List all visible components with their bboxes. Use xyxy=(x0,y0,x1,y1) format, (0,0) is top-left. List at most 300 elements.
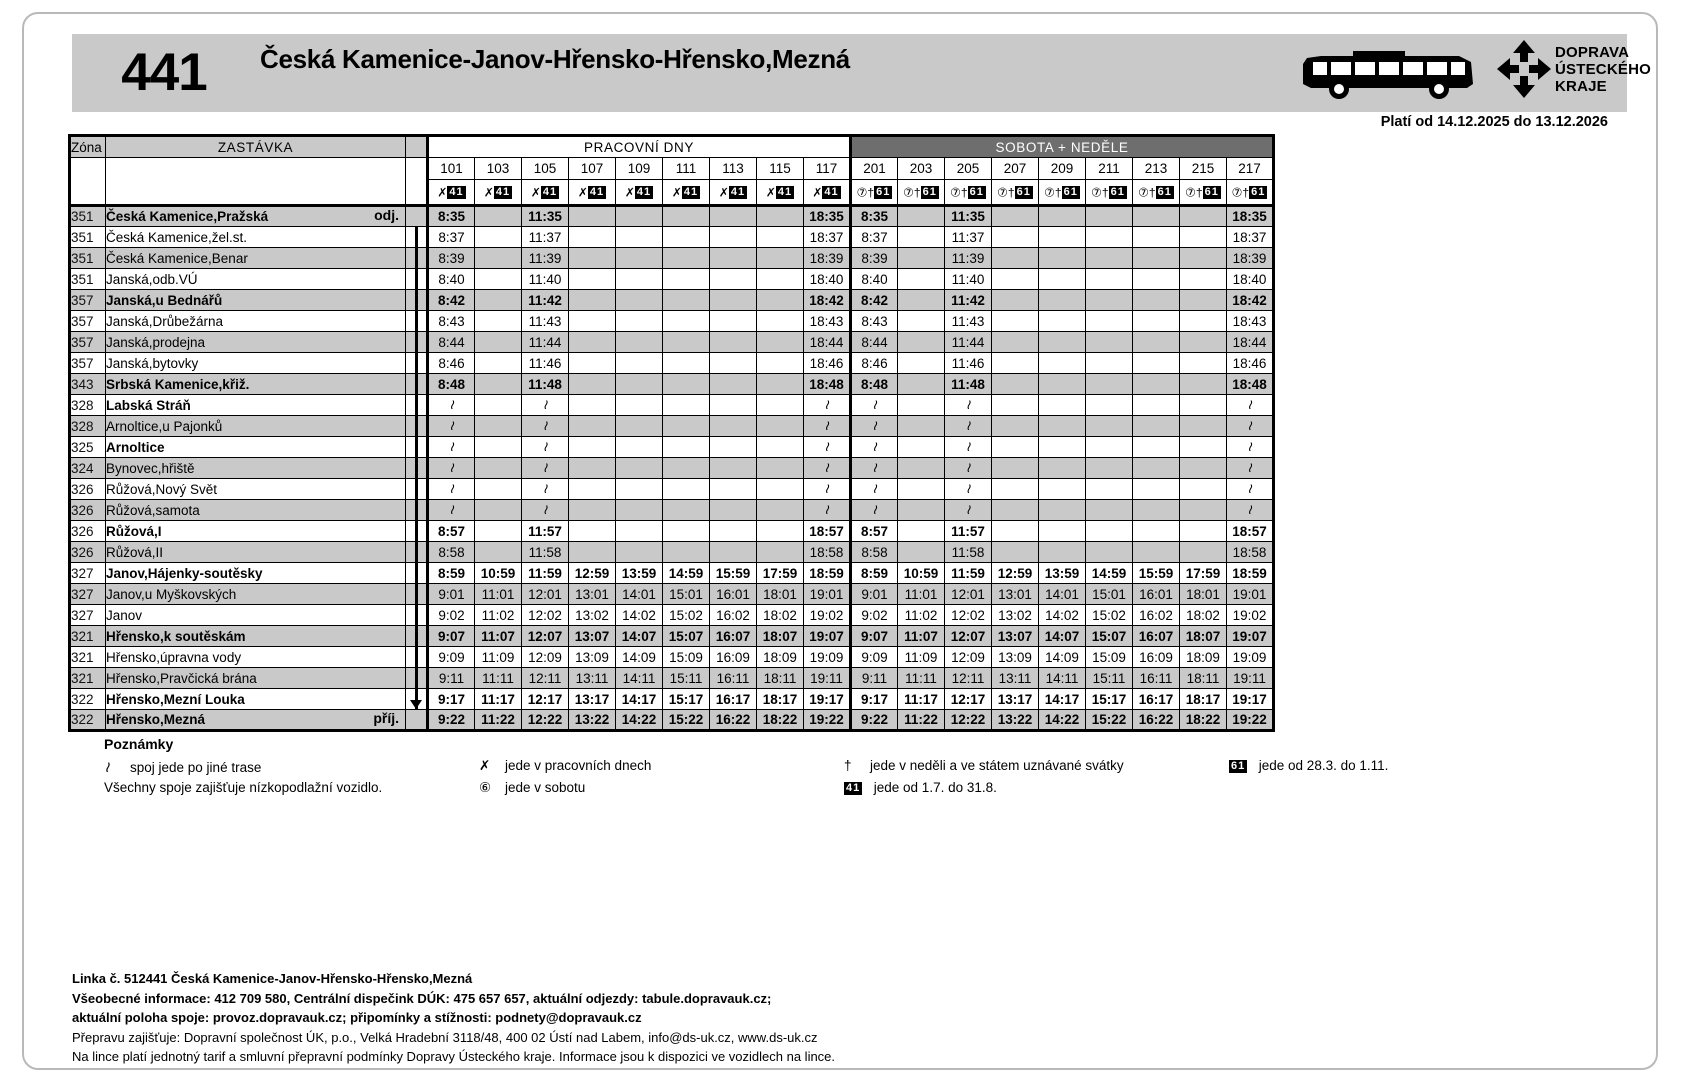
time-cell: 8:35 xyxy=(428,206,475,227)
time-cell-empty xyxy=(992,395,1039,416)
zone-cell: 324 xyxy=(70,458,106,479)
stop-name-cell[interactable] xyxy=(106,521,406,542)
note-item-3 xyxy=(1229,758,1388,773)
footer-line-3: aktuální poloha spoje: provoz.dopravauk.cz; připomínky a stížnosti: podnety@dopravauk.cz xyxy=(72,1010,642,1025)
connection-number-117[interactable]: 117 xyxy=(804,158,851,180)
time-cell: 13:09 xyxy=(992,647,1039,668)
connection-number-105[interactable]: 105 xyxy=(522,158,569,180)
time-cell: 18:37 xyxy=(1227,227,1274,248)
zone-cell: 321 xyxy=(70,668,106,689)
time-cell: 11:59 xyxy=(945,563,992,584)
time-cell-empty xyxy=(757,542,804,563)
time-cell: 14:01 xyxy=(1039,584,1086,605)
weekday-icon: ✗ xyxy=(624,185,635,200)
zone-cell: 325 xyxy=(70,437,106,458)
time-cell: 12:59 xyxy=(569,563,616,584)
note-text-5: jede v sobotu xyxy=(505,780,586,795)
time-cell: 11:02 xyxy=(475,605,522,626)
connection-number-113[interactable]: 113 xyxy=(710,158,757,180)
time-cell: 18:07 xyxy=(757,626,804,647)
direction-line xyxy=(415,500,418,520)
badge-41: 41 xyxy=(636,186,652,199)
time-cell: 13:17 xyxy=(569,689,616,710)
time-cell: 19:09 xyxy=(804,647,851,668)
time-cell-empty xyxy=(710,332,757,353)
time-cell: 15:17 xyxy=(1086,689,1133,710)
time-cell-empty xyxy=(757,374,804,395)
connection-number-101[interactable]: 101 xyxy=(428,158,475,180)
time-cell: 9:11 xyxy=(851,668,898,689)
time-cell-empty xyxy=(757,269,804,290)
time-cell-empty xyxy=(1086,500,1133,521)
time-cell-empty xyxy=(475,395,522,416)
time-cell: 18:40 xyxy=(1227,269,1274,290)
time-cell-empty xyxy=(1180,206,1227,227)
connection-number-107[interactable]: 107 xyxy=(569,158,616,180)
time-cell-empty xyxy=(475,206,522,227)
weekday-icon: ✗ xyxy=(718,185,729,200)
direction-arrow-cell xyxy=(406,479,428,500)
stop-name-cell[interactable] xyxy=(106,332,406,353)
time-cell: 18:01 xyxy=(1180,584,1227,605)
time-cell-empty xyxy=(1133,206,1180,227)
time-cell: 11:43 xyxy=(945,311,992,332)
time-cell: 12:01 xyxy=(945,584,992,605)
time-cell: 14:22 xyxy=(1039,710,1086,731)
stop-name-cell[interactable] xyxy=(106,437,406,458)
time-cell: 18:46 xyxy=(804,353,851,374)
time-cell: 11:01 xyxy=(898,584,945,605)
time-cell-empty xyxy=(475,227,522,248)
time-cell: 13:22 xyxy=(569,710,616,731)
time-cell: ≀ xyxy=(804,479,851,500)
time-cell-empty xyxy=(663,521,710,542)
stop-name-cell[interactable] xyxy=(106,584,406,605)
time-cell-empty xyxy=(1039,311,1086,332)
timetable xyxy=(68,134,1275,732)
time-cell: 11:48 xyxy=(945,374,992,395)
time-cell-empty xyxy=(475,542,522,563)
table-row xyxy=(70,395,1274,416)
time-cell-empty xyxy=(1039,227,1086,248)
time-cell-empty xyxy=(898,353,945,374)
time-cell-empty xyxy=(757,227,804,248)
connection-number-207[interactable]: 207 xyxy=(992,158,1039,180)
time-cell: 8:58 xyxy=(851,542,898,563)
connection-number-215[interactable]: 215 xyxy=(1180,158,1227,180)
stop-name-cell[interactable] xyxy=(106,689,406,710)
zone-cell: 321 xyxy=(70,647,106,668)
time-cell: 8:46 xyxy=(851,353,898,374)
direction-arrow-cell xyxy=(406,353,428,374)
time-cell: 11:43 xyxy=(522,311,569,332)
badge-41: 41 xyxy=(730,186,746,199)
direction-arrow-cell xyxy=(406,248,428,269)
time-cell: 12:11 xyxy=(522,668,569,689)
saturday-icon: ⑦ xyxy=(950,185,961,200)
time-cell-empty xyxy=(757,248,804,269)
connection-number-203[interactable]: 203 xyxy=(898,158,945,180)
time-cell: 14:01 xyxy=(616,584,663,605)
stop-name-label: Česká Kamenice,žel.st. xyxy=(106,229,248,245)
direction-arrow-cell xyxy=(406,437,428,458)
note-symbol-saturday: ⑥ xyxy=(479,780,492,795)
time-cell-empty xyxy=(1180,269,1227,290)
connection-number-213[interactable]: 213 xyxy=(1133,158,1180,180)
time-cell: 11:22 xyxy=(475,710,522,731)
connection-number-205[interactable]: 205 xyxy=(945,158,992,180)
stop-name-cell[interactable] xyxy=(106,227,406,248)
time-cell: ≀ xyxy=(945,458,992,479)
stop-name-cell[interactable] xyxy=(106,290,406,311)
time-cell: 14:09 xyxy=(1039,647,1086,668)
time-cell: ≀ xyxy=(428,500,475,521)
connection-number-209[interactable]: 209 xyxy=(1039,158,1086,180)
time-cell: 11:11 xyxy=(475,668,522,689)
direction-arrow-cell xyxy=(406,227,428,248)
table-row xyxy=(70,374,1274,395)
time-cell-empty xyxy=(898,332,945,353)
time-cell-empty xyxy=(475,437,522,458)
time-cell-empty xyxy=(992,374,1039,395)
zone-cell: 328 xyxy=(70,395,106,416)
time-cell-empty xyxy=(569,290,616,311)
stop-name-label: Hřensko,Pravčická brána xyxy=(106,670,257,686)
time-cell-empty xyxy=(1086,290,1133,311)
time-cell: 19:17 xyxy=(804,689,851,710)
time-cell-empty xyxy=(992,311,1039,332)
zone-cell: 322 xyxy=(70,710,106,731)
time-cell: ≀ xyxy=(428,437,475,458)
time-cell: 18:59 xyxy=(1227,563,1274,584)
time-cell: 11:39 xyxy=(522,248,569,269)
stop-name-label: Janov xyxy=(106,607,143,623)
notes-row-2 xyxy=(104,780,1524,802)
time-cell: 11:07 xyxy=(898,626,945,647)
time-cell-empty xyxy=(898,311,945,332)
time-cell: 12:02 xyxy=(522,605,569,626)
time-cell-empty xyxy=(757,290,804,311)
time-cell: 18:02 xyxy=(757,605,804,626)
direction-arrow-cell xyxy=(406,374,428,395)
time-cell-empty xyxy=(663,416,710,437)
time-cell: 18:44 xyxy=(1227,332,1274,353)
badge-41: 41 xyxy=(683,186,699,199)
time-cell-empty xyxy=(710,479,757,500)
time-cell-empty xyxy=(1086,479,1133,500)
time-cell: 15:07 xyxy=(663,626,710,647)
footer-info xyxy=(72,969,835,1067)
time-cell-empty xyxy=(898,416,945,437)
time-cell: 8:43 xyxy=(428,311,475,332)
time-cell: 14:07 xyxy=(616,626,663,647)
connection-number-115[interactable]: 115 xyxy=(757,158,804,180)
time-cell: 8:35 xyxy=(851,206,898,227)
time-cell: 18:48 xyxy=(804,374,851,395)
time-cell-empty xyxy=(1133,374,1180,395)
stop-name-cell[interactable] xyxy=(106,269,406,290)
time-cell: 15:11 xyxy=(663,668,710,689)
connection-number-109[interactable]: 109 xyxy=(616,158,663,180)
time-cell-empty xyxy=(710,542,757,563)
saturday-icon: ⑦ xyxy=(1091,185,1102,200)
time-cell: ≀ xyxy=(945,437,992,458)
time-cell: 8:40 xyxy=(428,269,475,290)
time-cell: 19:22 xyxy=(804,710,851,731)
direction-line xyxy=(415,521,418,541)
stop-name-cell[interactable] xyxy=(106,479,406,500)
direction-arrow-cell xyxy=(406,290,428,311)
stop-name-label: Hřensko,úpravna vody xyxy=(106,649,242,665)
stop-name-cell[interactable] xyxy=(106,395,406,416)
stop-name-label: Růžová,Nový Svět xyxy=(106,481,218,497)
stop-name-cell[interactable] xyxy=(106,374,406,395)
saturday-icon: ⑦ xyxy=(856,185,868,200)
table-row xyxy=(70,584,1274,605)
time-cell: 14:02 xyxy=(616,605,663,626)
stop-name-label: Bynovec,hřiště xyxy=(106,460,195,476)
time-cell: ≀ xyxy=(945,395,992,416)
connection-number-211[interactable]: 211 xyxy=(1086,158,1133,180)
time-cell-empty xyxy=(710,248,757,269)
time-cell: ≀ xyxy=(522,395,569,416)
time-cell-empty xyxy=(569,374,616,395)
time-cell-empty xyxy=(1180,248,1227,269)
direction-line xyxy=(415,563,418,583)
time-cell: 18:11 xyxy=(1180,668,1227,689)
time-cell: ≀ xyxy=(522,437,569,458)
time-cell-empty xyxy=(1133,395,1180,416)
time-cell-empty xyxy=(710,374,757,395)
time-cell-empty xyxy=(992,500,1039,521)
sunday-icon: † xyxy=(1148,185,1156,200)
time-cell-empty xyxy=(1086,248,1133,269)
stop-name-cell[interactable] xyxy=(106,353,406,374)
time-cell: 8:42 xyxy=(851,290,898,311)
zone-cell: 327 xyxy=(70,584,106,605)
badge-61: 61 xyxy=(1157,186,1172,199)
time-cell: 18:46 xyxy=(1227,353,1274,374)
direction-arrow-cell xyxy=(406,710,428,731)
connection-number-217[interactable]: 217 xyxy=(1227,158,1274,180)
time-cell-empty xyxy=(663,227,710,248)
time-cell-empty xyxy=(1039,332,1086,353)
time-cell: 8:37 xyxy=(851,227,898,248)
time-cell: 9:01 xyxy=(851,584,898,605)
table-row xyxy=(70,647,1274,668)
footer-line-4: Přepravu zajišťuje: Dopravní společnost ÚK, p.o., Velká Hradební 3118/48, 400 02 Ústí nad Labem, info@ds-uk.cz, www.ds-uk.cz xyxy=(72,1029,818,1045)
table-row xyxy=(70,437,1274,458)
stop-header: ZASTÁVKA xyxy=(106,136,406,158)
time-cell: 18:07 xyxy=(1180,626,1227,647)
time-cell: 11:44 xyxy=(522,332,569,353)
time-cell: 18:17 xyxy=(757,689,804,710)
stop-name-cell[interactable] xyxy=(106,248,406,269)
connection-number-111[interactable]: 111 xyxy=(663,158,710,180)
time-cell: 16:07 xyxy=(710,626,757,647)
time-cell: 15:11 xyxy=(1086,668,1133,689)
sunday-icon: † xyxy=(1195,185,1203,200)
time-cell: 18:58 xyxy=(1227,542,1274,563)
time-cell-empty xyxy=(616,479,663,500)
time-cell: 18:11 xyxy=(757,668,804,689)
time-cell-empty xyxy=(475,332,522,353)
time-cell: 18:02 xyxy=(1180,605,1227,626)
time-cell: 8:57 xyxy=(851,521,898,542)
stop-name-cell[interactable] xyxy=(106,668,406,689)
stop-name-cell[interactable] xyxy=(106,647,406,668)
connection-symbols-215 xyxy=(1180,180,1227,206)
time-cell: 12:11 xyxy=(945,668,992,689)
stop-name-cell[interactable] xyxy=(106,206,406,227)
table-row xyxy=(70,248,1274,269)
direction-arrow-cell xyxy=(406,668,428,689)
time-cell: 8:58 xyxy=(428,542,475,563)
note-symbol-sunday: † xyxy=(844,758,852,773)
direction-line xyxy=(415,584,418,604)
connection-symbols-113 xyxy=(710,180,757,206)
stop-name-cell[interactable] xyxy=(106,563,406,584)
time-cell: 17:59 xyxy=(757,563,804,584)
time-cell-empty xyxy=(1180,353,1227,374)
time-cell-empty xyxy=(1039,437,1086,458)
time-cell-empty xyxy=(992,458,1039,479)
direction-arrow-cell xyxy=(406,332,428,353)
time-cell: 11:11 xyxy=(898,668,945,689)
time-cell-empty xyxy=(569,206,616,227)
time-cell: 11:35 xyxy=(945,206,992,227)
time-cell: 19:11 xyxy=(804,668,851,689)
time-cell: 16:09 xyxy=(710,647,757,668)
badge-61: 61 xyxy=(922,186,937,199)
stop-name-cell[interactable] xyxy=(106,458,406,479)
departure-label: odj. xyxy=(374,207,399,223)
time-cell-empty xyxy=(1180,290,1227,311)
time-cell: 11:40 xyxy=(522,269,569,290)
time-cell: 15:02 xyxy=(1086,605,1133,626)
time-cell-empty xyxy=(663,542,710,563)
time-cell: 19:01 xyxy=(804,584,851,605)
table-row xyxy=(70,710,1274,731)
time-cell-empty xyxy=(992,206,1039,227)
note-item-6 xyxy=(844,780,997,795)
time-cell-empty xyxy=(898,542,945,563)
time-cell: 12:01 xyxy=(522,584,569,605)
stop-name-cell[interactable] xyxy=(106,311,406,332)
time-cell: 15:59 xyxy=(1133,563,1180,584)
stop-name-label: Hřensko,Mezní Louka xyxy=(106,691,245,707)
time-cell: 11:42 xyxy=(945,290,992,311)
stop-name-cell[interactable] xyxy=(106,605,406,626)
header-row-groups xyxy=(70,136,1274,158)
time-cell-empty xyxy=(616,353,663,374)
time-cell-empty xyxy=(1133,542,1180,563)
time-cell: ≀ xyxy=(945,416,992,437)
time-cell: 13:07 xyxy=(992,626,1039,647)
badge-41: 41 xyxy=(824,186,839,199)
badge-41: 41 xyxy=(542,186,558,199)
footer-line-2: Všeobecné informace: 412 709 580, Centrální dispečink DÚK: 475 657 657, aktuální odjezdy: tabule.dopravauk.cz; xyxy=(72,990,772,1006)
direction-line xyxy=(415,626,418,646)
time-cell: 14:07 xyxy=(1039,626,1086,647)
time-cell: 8:39 xyxy=(428,248,475,269)
time-cell-empty xyxy=(475,311,522,332)
connection-number-201[interactable]: 201 xyxy=(851,158,898,180)
time-cell: 15:22 xyxy=(663,710,710,731)
time-cell: ≀ xyxy=(1227,395,1274,416)
time-cell-empty xyxy=(475,290,522,311)
time-cell: 11:07 xyxy=(475,626,522,647)
time-cell: ≀ xyxy=(428,395,475,416)
time-cell-empty xyxy=(569,500,616,521)
zone-cell: 326 xyxy=(70,521,106,542)
time-cell: 15:22 xyxy=(1086,710,1133,731)
stop-name-cell[interactable] xyxy=(106,626,406,647)
time-cell-empty xyxy=(475,416,522,437)
direction-line xyxy=(415,332,418,352)
connection-symbols-217 xyxy=(1227,180,1274,206)
dep-header-spacer xyxy=(406,136,428,158)
badge-61: 61 xyxy=(876,186,891,199)
stop-name-cell[interactable] xyxy=(106,416,406,437)
connection-number-103[interactable]: 103 xyxy=(475,158,522,180)
time-cell-empty xyxy=(1133,353,1180,374)
sunday-icon: † xyxy=(1101,185,1109,200)
time-cell: ≀ xyxy=(804,395,851,416)
time-cell: 9:17 xyxy=(428,689,475,710)
route-number: 441 xyxy=(121,43,207,102)
time-cell: ≀ xyxy=(1227,416,1274,437)
direction-line xyxy=(415,668,418,688)
timetable-sheet xyxy=(22,12,1658,1070)
stop-name-label: Růžová,II xyxy=(106,544,164,560)
time-cell: 15:01 xyxy=(663,584,710,605)
time-cell: 9:02 xyxy=(428,605,475,626)
time-cell: 8:59 xyxy=(428,563,475,584)
table-row xyxy=(70,668,1274,689)
operator-logo xyxy=(1497,40,1651,102)
stop-name-cell[interactable] xyxy=(106,500,406,521)
connection-symbols-115 xyxy=(757,180,804,206)
zone-cell: 326 xyxy=(70,479,106,500)
time-cell-empty xyxy=(569,311,616,332)
time-cell-empty xyxy=(757,500,804,521)
stop-name-cell[interactable] xyxy=(106,710,406,731)
time-cell-empty xyxy=(475,458,522,479)
connection-symbols-209 xyxy=(1039,180,1086,206)
time-cell: 10:59 xyxy=(898,563,945,584)
time-cell-empty xyxy=(616,206,663,227)
time-cell-empty xyxy=(1133,521,1180,542)
time-cell: 11:58 xyxy=(522,542,569,563)
time-cell-empty xyxy=(616,416,663,437)
time-cell: 12:59 xyxy=(992,563,1039,584)
time-cell: 16:02 xyxy=(1133,605,1180,626)
stop-name-label: Janská,u Bednářů xyxy=(106,292,223,308)
direction-arrow-cell xyxy=(406,500,428,521)
time-cell-empty xyxy=(992,416,1039,437)
saturday-icon: ⑦ xyxy=(997,185,1008,200)
time-cell: 8:46 xyxy=(428,353,475,374)
time-cell-empty xyxy=(1086,269,1133,290)
time-cell: ≀ xyxy=(851,437,898,458)
time-cell: 16:01 xyxy=(710,584,757,605)
note-badge-61: 61 xyxy=(1231,759,1246,772)
time-cell-empty xyxy=(616,374,663,395)
stop-name-cell[interactable] xyxy=(106,542,406,563)
time-cell: ≀ xyxy=(522,500,569,521)
time-cell: ≀ xyxy=(804,416,851,437)
